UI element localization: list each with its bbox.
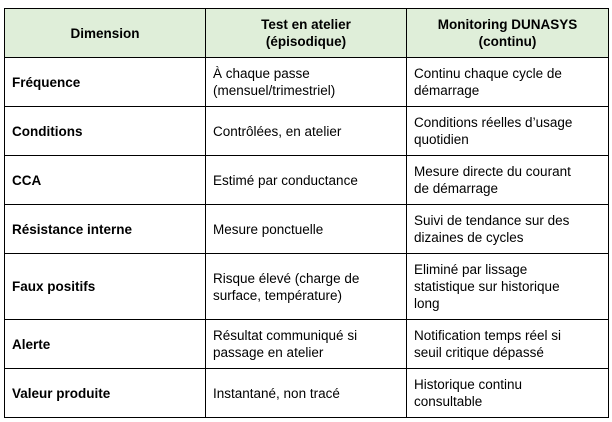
atelier-cell: Instantané, non tracé	[206, 369, 407, 418]
monitoring-cell: Suivi de tendance sur des dizaines de cycles	[407, 205, 609, 254]
atelier-cell: À chaque passe (mensuel/trimestriel)	[206, 58, 407, 107]
atelier-cell: Mesure ponctuelle	[206, 205, 407, 254]
table-row-frequence	[5, 58, 609, 107]
table-row-conditions	[5, 107, 609, 156]
monitoring-cell: Conditions réelles d’usage quotidien	[407, 107, 609, 156]
monitoring-cell: Continu chaque cycle de démarrage	[407, 58, 609, 107]
header-monitoring-dunasys: Monitoring DUNASYS (continu)	[407, 9, 609, 58]
table-row-faux-positifs	[5, 254, 609, 320]
row-label: Valeur produite	[5, 369, 206, 418]
header-dimension: Dimension	[5, 9, 206, 58]
row-label: Alerte	[5, 320, 206, 369]
header-test-en-atelier: Test en atelier (épisodique)	[206, 9, 407, 58]
table-row-resistance-interne	[5, 205, 609, 254]
table-row-cca	[5, 156, 609, 205]
row-label: Faux positifs	[5, 254, 206, 320]
table-row-valeur-produite	[5, 369, 609, 418]
comparison-table	[4, 8, 609, 418]
monitoring-cell: Notification temps réel si seuil critique dépassé	[407, 320, 609, 369]
atelier-cell: Estimé par conductance	[206, 156, 407, 205]
monitoring-cell: Eliminé par lissage statistique sur historique long	[407, 254, 609, 320]
row-label: CCA	[5, 156, 206, 205]
atelier-cell: Risque élevé (charge de surface, température)	[206, 254, 407, 320]
atelier-cell: Contrôlées, en atelier	[206, 107, 407, 156]
monitoring-cell: Mesure directe du courant de démarrage	[407, 156, 609, 205]
row-label: Résistance interne	[5, 205, 206, 254]
monitoring-cell: Historique continu consultable	[407, 369, 609, 418]
row-label: Fréquence	[5, 58, 206, 107]
row-label: Conditions	[5, 107, 206, 156]
table-header-row	[5, 9, 609, 58]
atelier-cell: Résultat communiqué si passage en atelier	[206, 320, 407, 369]
table-row-alerte	[5, 320, 609, 369]
